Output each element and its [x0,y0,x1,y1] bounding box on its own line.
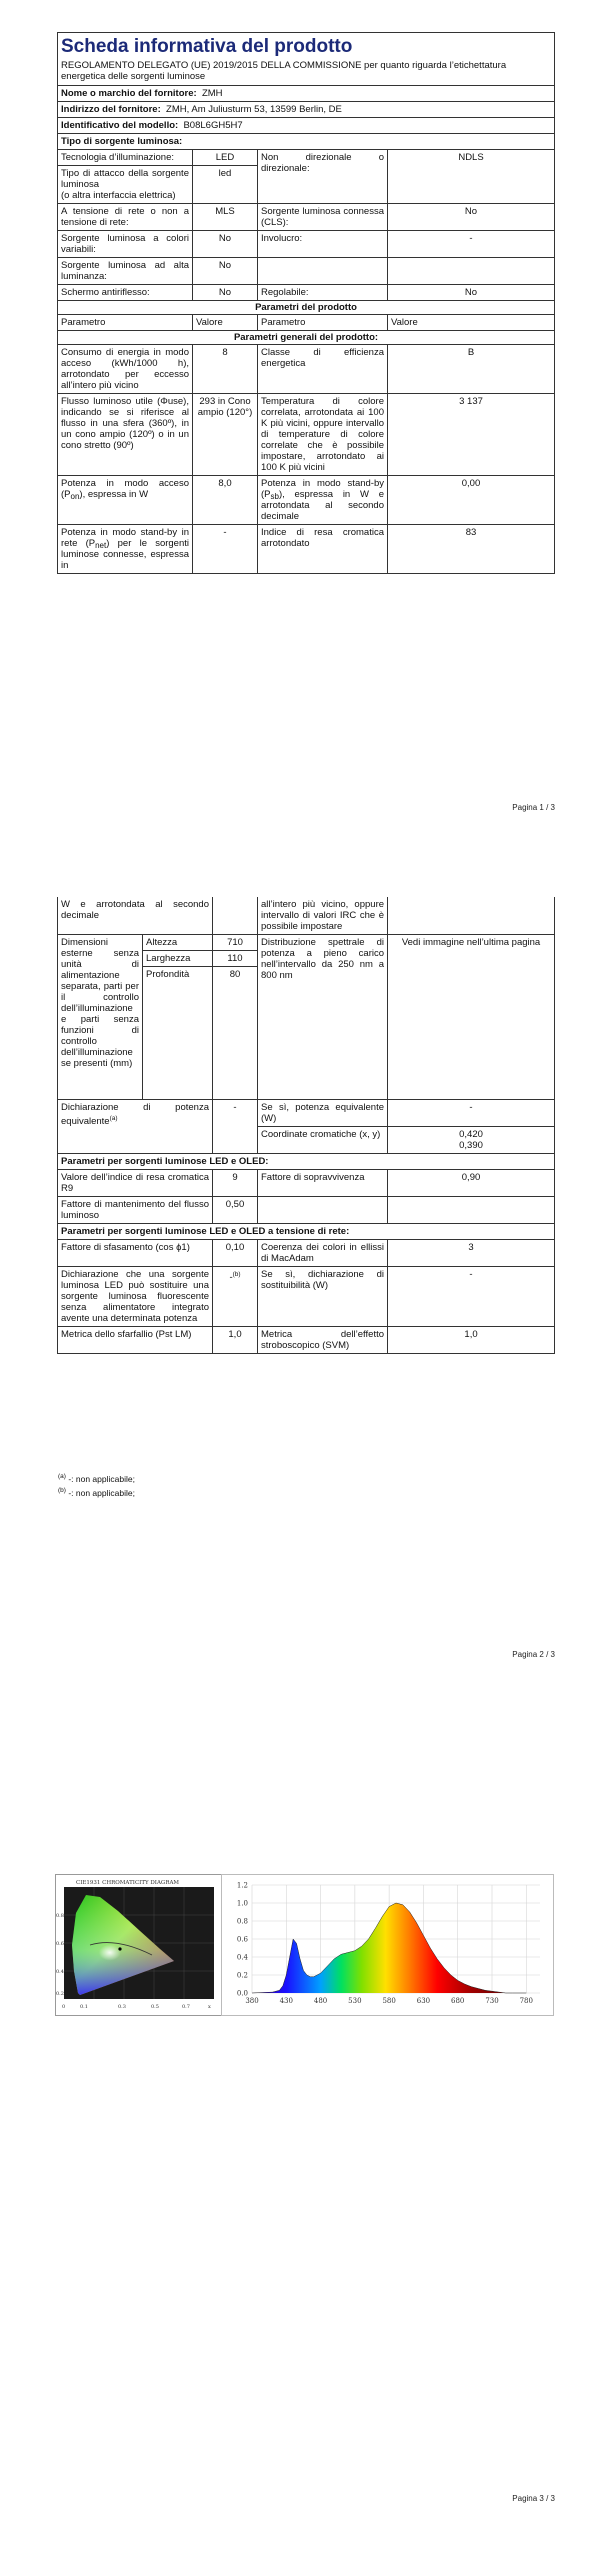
cie-svg [56,1875,221,2015]
svg-text:x: x [208,2004,211,2010]
mains-led-header: Parametri per sorgenti luminose LED e OLED a tensione di rete: [58,1224,555,1240]
cap-label: Tipo di attacco della sorgente luminosa [61,168,189,190]
supplier-name-label: Nome o marchio del fornitore: [61,88,197,99]
spectrum-chart [221,1874,554,2016]
x-tick-label: 480 [313,1997,328,2005]
x-tick-label: 380 [245,1997,259,2005]
glare-label: Schermo antiriflesso: [58,285,193,301]
nondir-value: NDLS [388,150,555,204]
high-luminance-label: Sorgente luminosa ad alta luminanza: [58,258,193,285]
tech-label: Tecnologia d’illuminazione: [58,150,193,166]
standby-power-label: Potenza in modo stand-by $(P_{sb})$, espressa in W e arrotondata al secondo decimale [258,476,388,525]
cri-label: Indice di resa cromatica arrotondato [258,525,388,574]
svm-label: Metrica dell’effetto stroboscopico (SVM) [258,1327,388,1354]
on-power-label: Potenza in modo acceso $(P_{on})$, espressa in W [58,476,193,525]
standby-power-value: 0,00 [388,476,555,525]
survival-value: 0,90 [388,1170,555,1197]
svg-text:0.5: 0.5 [151,2004,159,2010]
spectrum-x-ticks [245,1997,533,2005]
spectrum-y-ticks [237,1882,249,1998]
y-tick-label: 0.2 [236,1971,248,1980]
r9-value: 9 [213,1170,258,1197]
replacement-label: Dichiarazione che una sorgente luminosa LED può sostituire una sorgente luminosa fluorescente senza alimentatore integrato avente una determinata potenza [58,1267,213,1327]
svg-text:0.1: 0.1 [80,2004,88,2010]
energy-class-label: Classe di efficienza energetica [258,345,388,394]
cri-cont: all’intero più vicino, oppure intervallo di valori IRC che è possibile impostare [258,897,388,935]
supplier-name-value: ZMH [201,88,223,99]
svg-text:0.4: 0.4 [56,1969,64,1975]
energy-class-value: B [388,345,555,394]
x-tick-label: 730 [485,1997,499,2005]
general-params-header: Parametri generali del prodotto: [58,331,555,345]
spectrum-svg [222,1875,553,2015]
chroma-y-value: 0,390 [459,1140,483,1151]
dimensions-label: Dimensioni esterne senza unità di alimentazione separata, parti per il controllo dell’illuminazione e parti senza funzioni di controllo dell’illuminazione se presenti (mm) [58,935,143,1100]
equiv-w-value: - [388,1100,555,1127]
equiv-w-label: Se sì, potenza equivalente (W) [258,1100,388,1127]
footnote-b: $^{(b)}$ -: non applicabile; [58,1487,135,1498]
mains-label: A tensione di rete o non a tensione di rete: [58,204,193,231]
height-value: 710 [213,935,258,951]
height-label: Altezza [143,935,213,951]
x-tick-label: 780 [519,1997,533,2005]
page-number: Pagina 1 / 3 [512,803,555,812]
x-tick-label: 680 [451,1997,465,2005]
footnote-a: $^{(a)}$ -: non applicabile; [58,1473,135,1484]
spd-label: Distribuzione spettrale di potenza a pieno carico nell’intervallo da 250 nm a 800 nm [258,935,388,1100]
supplier-address-label: Indirizzo del fornitore: [61,104,161,115]
supplier-address-value: ZMH, Am Juliusturm 53, 13599 Berlin, DE [166,104,342,115]
regulation-text: REGOLAMENTO DELEGATO (UE) 2019/2015 DELLA COMMISSIONE per quanto riguarda l’etichettatura energetica delle sorgenti luminose [61,60,507,82]
dimmable-value: No [388,285,555,301]
cap-value: led [193,166,258,204]
lumen-maint-value: 0,50 [213,1197,258,1224]
y-tick-label: 1.0 [236,1899,248,1908]
cie-y-ticks [56,1913,64,1997]
equiv-power-label: Dichiarazione di potenza equivalente$^{(a)}$ [58,1100,213,1154]
r9-label: Valore dell’indice di resa cromatica R9 [58,1170,213,1197]
power-factor-value: 0,10 [213,1240,258,1267]
source-type-label: Tipo di sorgente luminosa: [58,134,555,150]
cie-point-marker [118,1947,121,1950]
col-value-header: Valore [388,315,555,331]
flicker-value: 1,0 [213,1327,258,1354]
cct-value: 3 137 [388,394,555,476]
spd-value: Vedi immagine nell’ultima pagina [388,935,555,1100]
colour-value: No [193,231,258,258]
power-factor-label: Fattore di sfasamento (cos ϕ1) [58,1240,213,1267]
cie-x-ticks [62,2004,211,2010]
envelope-label: Involucro: [258,231,388,258]
depth-value: 80 [213,967,258,1100]
chroma-label: Coordinate cromatiche (x, y) [258,1127,388,1154]
width-value: 110 [213,951,258,967]
product-params-header: Parametri del prodotto [58,301,555,315]
lumen-maint-label: Fattore di mantenimento del flusso luminoso [58,1197,213,1224]
flux-value: 293 in Cono ampio (120°) [193,394,258,476]
y-tick-label: 0.6 [236,1935,248,1944]
svg-text:0: 0 [62,2004,66,2010]
network-standby-cont: W e arrotondata al secondo decimale [58,897,213,935]
depth-label: Profondità [143,967,213,1100]
on-power-value: 8,0 [193,476,258,525]
equiv-power-value: - [213,1100,258,1154]
dimmable-label: Regolabile: [258,285,388,301]
svg-text:0.7: 0.7 [182,2004,190,2010]
y-tick-label: 0.4 [236,1953,248,1962]
svg-text:0.6: 0.6 [56,1941,64,1947]
svg-text:0.3: 0.3 [118,2004,126,2010]
macadam-label: Coerenza dei colori in ellissi di MacAdam [258,1240,388,1267]
network-standby-value: - [193,525,258,574]
mains-value: MLS [193,204,258,231]
cie-white-region [90,1935,134,1967]
x-tick-label: 530 [348,1997,362,2005]
network-standby-label: Potenza in modo stand-by in rete $(P_{net})$ per le sorgenti luminose connesse, espressa in [58,525,193,574]
envelope-value: - [388,231,555,258]
survival-label: Fattore di sopravvivenza [258,1170,388,1197]
cls-label: Sorgente luminosa connessa (CLS): [258,204,388,231]
col-value-header: Valore [193,315,258,331]
svm-value: 1,0 [388,1327,555,1354]
energy-value: 8 [193,345,258,394]
page-number: Pagina 2 / 3 [512,1650,555,1659]
width-label: Larghezza [143,951,213,967]
high-luminance-value: No [193,258,258,285]
cap-sublabel: (o altra interfaccia elettrica) [61,190,176,201]
spectrum-area [252,1903,526,1993]
model-label: Identificativo del modello: [61,120,179,131]
x-tick-label: 580 [382,1997,396,2005]
y-tick-label: 0.0 [236,1989,248,1998]
tech-value: LED [193,150,258,166]
svg-text:0.8: 0.8 [56,1913,64,1919]
replacement-w-label: Se sì, dichiarazione di sostituibilità (W) [258,1267,388,1327]
cct-label: Temperatura di colore correlata, arrotondata ai 100 K più vicini, oppure intervallo di temperature di colore correlate che è possibile impostare, arrotondato ai 100 K più vicini [258,394,388,476]
x-tick-label: 630 [416,1997,431,2005]
glare-value: No [193,285,258,301]
page-number: Pagina 3 / 3 [512,2494,555,2503]
page-title: Scheda informativa del prodotto [61,36,353,57]
colour-label: Sorgente luminosa a colori variabili: [58,231,193,258]
col-param-header: Parametro [58,315,193,331]
cri-value: 83 [388,525,555,574]
macadam-value: 3 [388,1240,555,1267]
cls-value: No [388,204,555,231]
nondir-label: Non direzionale o direzionale: [258,150,388,204]
cie-diagram [55,1874,222,2016]
y-tick-label: 1.2 [236,1881,248,1890]
replacement-w-value: - [388,1267,555,1327]
col-param-header: Parametro [258,315,388,331]
cie-title: CIE1931 CHROMATICITY DIAGRAM [76,1880,180,1886]
chroma-x-value: 0,420 [459,1129,483,1140]
flicker-label: Metrica dello sfarfallio (Pst LM) [58,1327,213,1354]
x-tick-label: 430 [279,1997,293,2005]
svg-text:0.2: 0.2 [56,1991,64,1997]
replacement-value: -$^{(b)}$ [213,1267,258,1327]
energy-label: Consumo di energia in modo acceso (kWh/1000 h), arrotondato per eccesso all’intero più vicino [58,345,193,394]
model-value: B08L6GH5H7 [183,120,243,131]
y-tick-label: 0.8 [236,1917,248,1926]
flux-label: Flusso luminoso utile (Φuse), indicando se si riferisce al flusso in una sfera (360º), in un cono ampio (120º) o in un cono stretto (90º) [58,394,193,476]
led-params-header: Parametri per sorgenti luminose LED e OLED: [58,1154,555,1170]
